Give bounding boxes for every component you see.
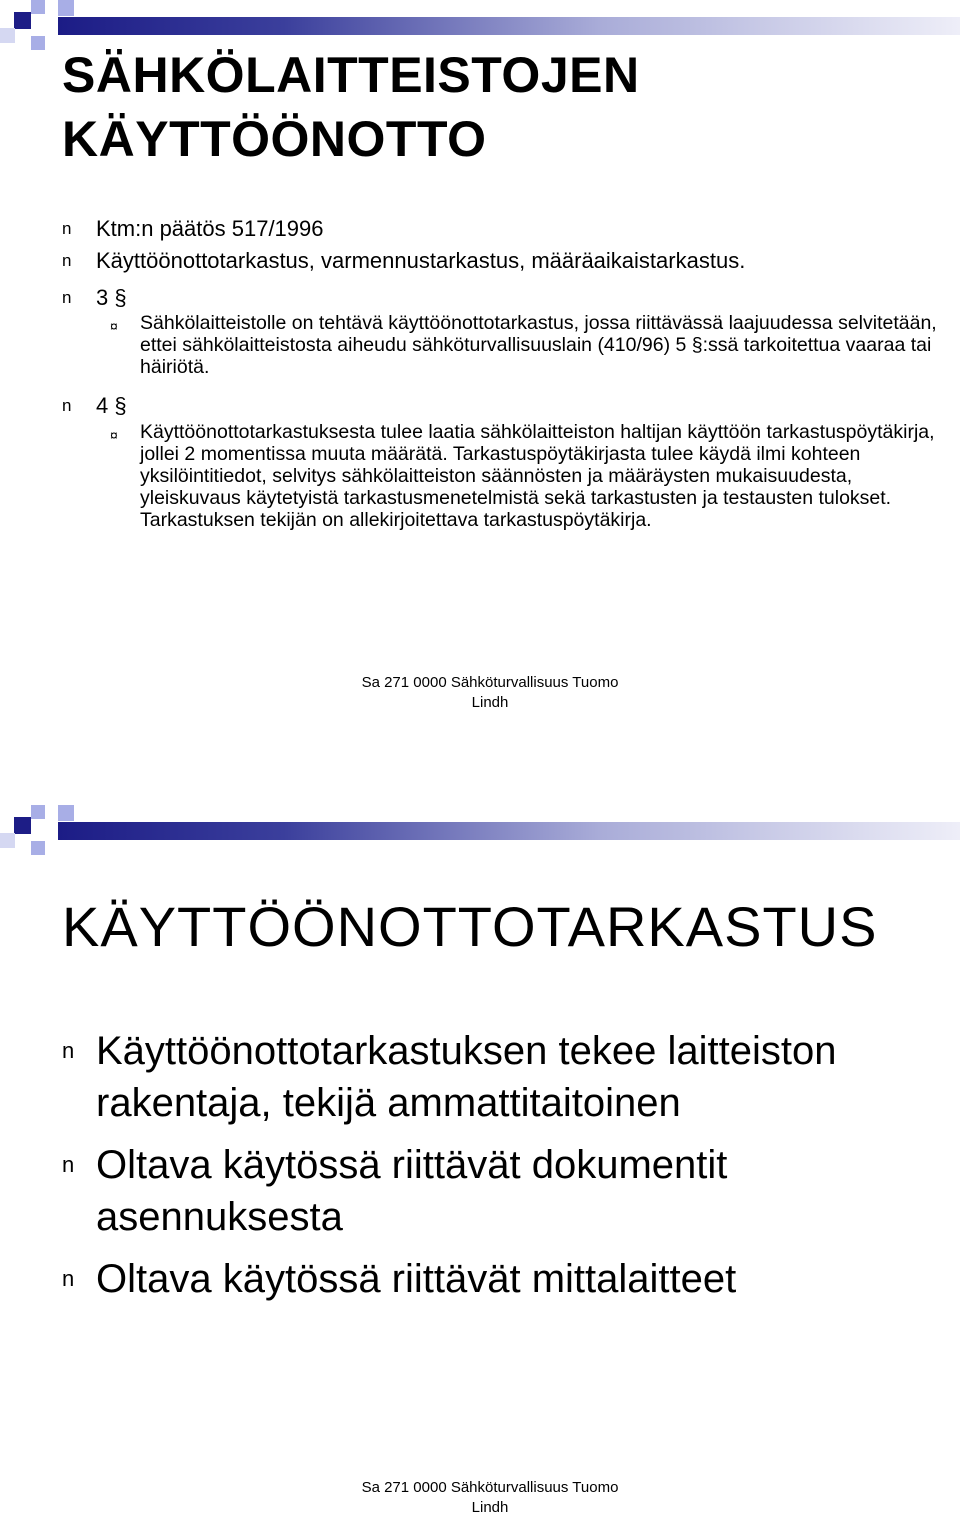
square-icon — [31, 36, 45, 50]
list-item: Käyttöönottotarkastus, varmennustarkastus, määräaikaistarkastus. — [96, 248, 746, 273]
header-bar — [58, 17, 960, 35]
list-item: 3 § — [96, 285, 127, 310]
square-icon — [0, 833, 15, 848]
list-item: Ktm:n päätös 517/1996 — [96, 216, 324, 241]
square-icon — [14, 12, 31, 29]
bullet-marker: n — [62, 219, 72, 238]
slide-2 — [0, 805, 960, 1515]
sub-bullet-marker: ¤ — [110, 427, 118, 443]
header-decoration — [0, 805, 960, 867]
footer-line: Sa 271 0000 Sähköturvallisuus Tuomo — [361, 1479, 619, 1496]
footer-line: Lindh — [471, 1499, 509, 1515]
square-icon — [31, 805, 45, 819]
page-title: SÄHKÖLAITTEISTOJEN KÄYTTÖÖNOTTO — [62, 47, 640, 167]
square-icon — [0, 28, 15, 43]
list-item — [96, 1139, 956, 1243]
footer — [0, 1478, 960, 1515]
list-item-line: Käyttöönottotarkastuksen tekee laitteiston — [96, 1029, 837, 1073]
bullet-marker: n — [62, 251, 72, 270]
bullet-marker: n — [62, 1152, 75, 1177]
square-icon — [58, 805, 74, 821]
list-subitem: Sähkölaitteistolle on tehtävä käyttöönottotarkastus, jossa riittävässä laajuudessa selvitetään, ettei sähkölaitteistosta aiheudu sähköturvallisuuslain (410/96) 5 §:ssä tarkoitettua vaaraa tai häiriötä. — [140, 312, 937, 378]
header-bar — [58, 822, 960, 840]
bullet-marker: n — [62, 1038, 75, 1063]
list-item — [96, 1253, 956, 1305]
list-item-line: Oltava käytössä riittävät mittalaitteet — [96, 1257, 737, 1301]
sub-bullet-marker: ¤ — [110, 318, 118, 334]
footer-line: Sa 271 0000 Sähköturvallisuus Tuomo — [361, 674, 619, 691]
bullet-marker: n — [62, 396, 72, 415]
square-icon — [31, 0, 45, 14]
bullet-marker: n — [62, 288, 72, 307]
list-item: 4 § — [96, 393, 127, 418]
footer — [0, 673, 960, 713]
list-item — [96, 1025, 956, 1129]
page-title: KÄYTTÖÖNOTTOTARKASTUS — [62, 895, 878, 958]
list-item-line: asennuksesta — [96, 1195, 343, 1239]
list-subitem: Käyttöönottotarkastuksesta tulee laatia sähkölaitteiston haltijan käyttöön tarkastuspöytäkirja, jollei 2 momentissa muuta määrätä. Tarkastuspöytäkirjasta tulee käydä ilmi kohteen yksilöintitiedot, selvitys sähkölaitteiston säännösten ja määräysten mukaisuudesta, yleiskuvaus käytetyistä tarkastusmenetelmistä sekä tarkastusten ja testausten tulokset. Tarkastuksen tekijän on allekirjoitettava tarkastuspöytäkirja. — [140, 421, 935, 531]
footer-line: Lindh — [471, 694, 509, 711]
square-icon — [31, 841, 45, 855]
list-item-line: rakentaja, tekijä ammattitaitoinen — [96, 1081, 681, 1125]
square-icon — [58, 0, 74, 16]
list-item-line: Oltava käytössä riittävät dokumentit — [96, 1143, 728, 1187]
bullet-marker: n — [62, 1266, 75, 1291]
square-icon — [14, 817, 31, 834]
